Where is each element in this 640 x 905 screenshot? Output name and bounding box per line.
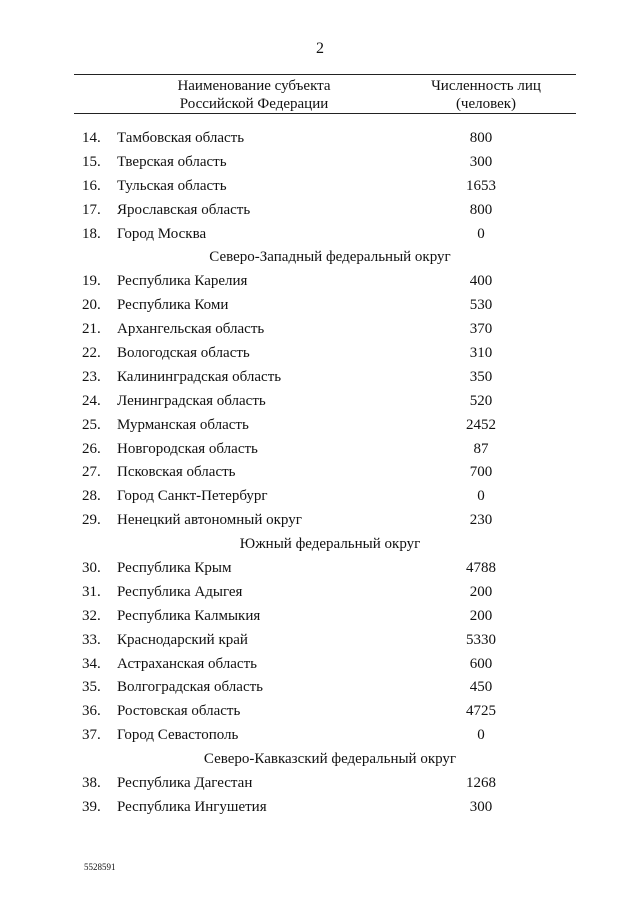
subject-name: Республика Ингушетия [117, 798, 267, 815]
table-row [0, 366, 640, 390]
person-count: 400 [469, 273, 493, 290]
person-count: 700 [469, 464, 493, 481]
subject-name: Ростовская область [117, 703, 241, 720]
person-count: 230 [469, 512, 493, 529]
person-count: 530 [469, 297, 493, 314]
table-row [0, 653, 640, 677]
person-count: 300 [469, 153, 493, 170]
row-number: 22. [82, 345, 101, 362]
table-row [0, 151, 640, 175]
column-header-count-line1: Численность лиц [431, 78, 541, 94]
table-row [0, 270, 640, 294]
row-number: 36. [82, 703, 101, 720]
person-count: 200 [469, 607, 493, 624]
subject-name: Архангельская область [117, 321, 265, 338]
row-number: 26. [82, 440, 101, 457]
column-header-count [396, 77, 576, 113]
table-row [0, 605, 640, 629]
table-body [0, 127, 640, 820]
row-number: 27. [82, 464, 101, 481]
row-number: 37. [82, 727, 101, 744]
table-row [0, 724, 640, 748]
column-header-count-line2: (человек) [455, 96, 517, 112]
table-row [0, 390, 640, 414]
person-count: 87 [473, 440, 489, 457]
row-number: 30. [82, 560, 101, 577]
row-number: 14. [82, 130, 101, 146]
table-row [0, 557, 640, 581]
table-row [0, 294, 640, 318]
table-row [0, 796, 640, 820]
row-number: 17. [82, 201, 101, 218]
subject-name: Тамбовская область [117, 130, 245, 146]
row-number: 31. [82, 583, 101, 600]
page-number: 2 [316, 40, 324, 57]
table-row [0, 342, 640, 366]
subject-name: Город Москва [117, 225, 207, 242]
person-count: 0 [477, 225, 485, 242]
row-number: 15. [82, 153, 101, 170]
row-number: 34. [82, 655, 101, 672]
section-title: Северо-Кавказский федеральный округ [203, 751, 457, 768]
row-number: 38. [82, 775, 101, 792]
person-count: 4788 [466, 560, 496, 577]
subject-name: Псковская область [117, 464, 236, 481]
subject-name: Вологодская область [117, 345, 250, 362]
person-count: 200 [469, 583, 493, 600]
subject-name: Тульская область [117, 177, 227, 194]
subject-name: Волгоградская область [117, 679, 263, 696]
subject-name: Калининградская область [117, 368, 282, 385]
person-count: 0 [477, 727, 485, 744]
subject-name: Ненецкий автономный округ [117, 512, 302, 529]
table-row [0, 414, 640, 438]
subject-name: Ярославская область [117, 201, 251, 218]
row-number: 28. [82, 488, 101, 505]
table-row [0, 199, 640, 223]
person-count: 0 [477, 488, 485, 505]
subject-name: Город Севастополь [117, 727, 239, 744]
subject-name: Краснодарский край [117, 631, 248, 648]
row-number: 29. [82, 512, 101, 529]
table-row [0, 175, 640, 199]
table-row [0, 223, 640, 247]
person-count: 800 [469, 201, 493, 218]
row-number: 18. [82, 225, 101, 242]
row-number: 24. [82, 392, 101, 409]
person-count: 450 [469, 679, 493, 696]
row-number: 23. [82, 368, 101, 385]
person-count: 2452 [466, 416, 496, 433]
column-header-subject-line2: Российской Федерации [179, 96, 329, 112]
column-header-subject [124, 77, 384, 113]
table-row [0, 581, 640, 605]
table-row [0, 461, 640, 485]
table-row [0, 438, 640, 462]
row-number: 20. [82, 297, 101, 314]
person-count: 5330 [466, 631, 496, 648]
person-count: 4725 [466, 703, 496, 720]
row-number: 32. [82, 607, 101, 624]
person-count: 1653 [466, 177, 496, 194]
row-number: 39. [82, 798, 101, 815]
subject-name: Республика Карелия [117, 273, 248, 290]
column-header-subject-line1: Наименование субъекта [177, 78, 331, 94]
table-row [0, 127, 640, 151]
person-count: 300 [469, 798, 493, 815]
table-row [0, 700, 640, 724]
row-number: 21. [82, 321, 101, 338]
row-number: 35. [82, 679, 101, 696]
row-number: 16. [82, 177, 101, 194]
table-row [0, 772, 640, 796]
subject-name: Мурманская область [117, 416, 249, 433]
person-count: 310 [469, 345, 493, 362]
subject-name: Республика Коми [117, 297, 229, 314]
subject-name: Республика Крым [117, 560, 232, 577]
row-number: 19. [82, 273, 101, 290]
person-count: 600 [469, 655, 493, 672]
row-number: 25. [82, 416, 101, 433]
table-row [0, 509, 640, 533]
subject-name: Тверская область [117, 153, 227, 170]
subject-name: Астраханская область [117, 655, 257, 672]
document-code: 5528591 [84, 862, 116, 872]
subject-name: Республика Дагестан [117, 775, 253, 792]
table-row [0, 318, 640, 342]
person-count: 1268 [466, 775, 496, 792]
subject-name: Ленинградская область [117, 392, 266, 409]
person-count: 520 [469, 392, 493, 409]
table-row [0, 676, 640, 700]
subject-name: Новгородская область [117, 440, 258, 457]
section-title: Северо-Западный федеральный округ [209, 249, 451, 266]
section-title: Южный федеральный округ [239, 536, 421, 553]
table-header [74, 74, 576, 114]
row-number: 33. [82, 631, 101, 648]
subject-name: Республика Адыгея [117, 583, 243, 600]
table-row [0, 629, 640, 653]
table-row [0, 485, 640, 509]
subject-name: Город Санкт-Петербург [117, 488, 268, 505]
person-count: 800 [469, 130, 493, 146]
person-count: 350 [469, 368, 493, 385]
person-count: 370 [469, 321, 493, 338]
subject-name: Республика Калмыкия [117, 607, 261, 624]
